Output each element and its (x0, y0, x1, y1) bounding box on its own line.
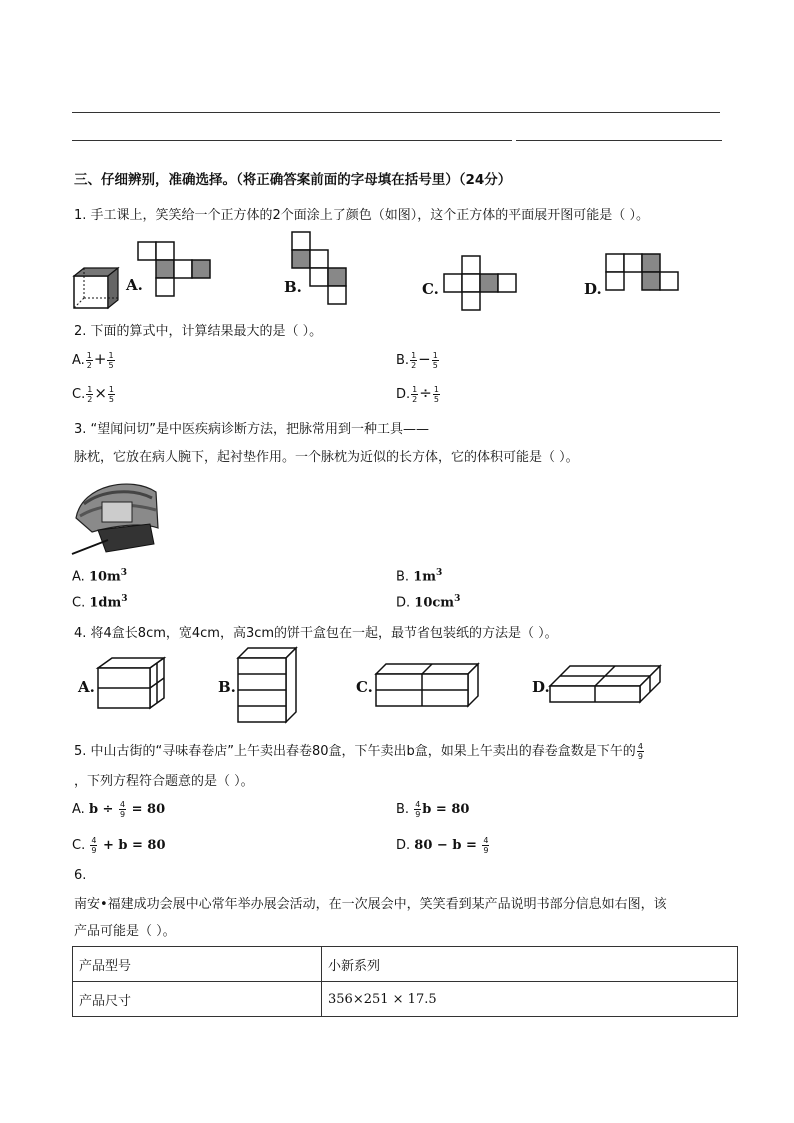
q1-option-c-label: C. (422, 280, 439, 298)
table-row (73, 947, 738, 982)
answer-line (516, 140, 722, 141)
question-2: 2. 下面的算式中，计算结果最大的是（ ）。 (74, 324, 323, 339)
q2-option-a[interactable]: A. $\frac{1}{2}$ + $\frac{1}{5}$ (72, 350, 114, 370)
q3-option-b[interactable]: B. $1m^3$ (396, 568, 443, 585)
q4-box-a[interactable] (98, 658, 170, 714)
spec-label-model: 产品型号 (73, 947, 322, 982)
question-3-line-1: 3. “望闻问切”是中医疾病诊断方法，把脉常用到一种工具—— (74, 422, 430, 437)
q1-option-b-label: B. (284, 278, 302, 296)
q1-net-d[interactable] (606, 254, 686, 299)
q4-option-c-label: C. (356, 678, 373, 696)
q1-option-a-label: A. (126, 276, 143, 294)
q2-option-c[interactable]: C. $\frac{1}{2}$ × $\frac{1}{5}$ (72, 384, 114, 404)
section-title: 三、仔细辨别，准确选择。（将正确答案前面的字母填在括号里）（24分） (74, 172, 512, 188)
cube-figure (74, 266, 124, 310)
q2-option-d[interactable]: D. $\frac{1}{2}$ ÷ $\frac{1}{5}$ (396, 384, 439, 404)
q5-option-b[interactable]: B. $\frac{4}{9}$ b = 80 (396, 800, 470, 819)
q3-option-c[interactable]: C. $1dm^3$ (72, 594, 128, 611)
q1-net-a[interactable] (138, 242, 218, 312)
q1-option-d-label: D. (584, 280, 602, 298)
q5-option-a[interactable]: A. b ÷ $\frac{4}{9}$ = 80 (72, 800, 166, 819)
product-spec-table (72, 946, 738, 1017)
q1-net-c[interactable] (444, 256, 524, 316)
spec-value-size: 356×251 × 17.5 (322, 982, 738, 1017)
q4-box-d[interactable] (550, 666, 664, 708)
q4-box-c[interactable] (376, 664, 482, 712)
pulse-pillow-image (72, 474, 162, 558)
question-5-line-1: 5. 中山古街的“寻味春卷店”上午卖出春卷80盒，下午卖出b盒，如果上午卖出的春卷盒数是下午的 $\frac{4}{9}$ (74, 742, 643, 761)
q4-option-d-label: D. (532, 678, 550, 696)
q1-net-b[interactable] (292, 232, 362, 312)
spec-value-model: 小新系列 (322, 947, 738, 982)
question-1: 1. 手工课上，笑笑给一个正方体的2个面涂上了颜色（如图），这个正方体的平面展开图可能是（ ）。 (74, 208, 649, 223)
q4-option-a-label: A. (78, 678, 95, 696)
spec-label-size: 产品尺寸 (73, 982, 322, 1017)
q4-box-b[interactable] (238, 648, 300, 726)
q3-option-a[interactable]: A. $10m^3$ (72, 568, 128, 585)
q3-option-d[interactable]: D. $10cm^3$ (396, 594, 461, 611)
q5-option-d[interactable]: D. 80 − b = $\frac{4}{9}$ (396, 836, 489, 855)
q5-option-c[interactable]: C. $\frac{4}{9}$ + b = 80 (72, 836, 166, 855)
q4-option-b-label: B. (218, 678, 236, 696)
question-4: 4. 将4盒长8cm，宽4cm，高3cm的饼干盒包在一起，最节省包装纸的方法是（ ）。 (74, 626, 558, 641)
answer-line (72, 140, 512, 141)
question-6-number: 6. (74, 868, 87, 883)
question-3-line-2: 脉枕，它放在病人腕下，起衬垫作用。一个脉枕为近似的长方体，它的体积可能是（ ）。 (74, 450, 579, 465)
question-5-line-2: ，下列方程符合题意的是（ ）。 (74, 774, 254, 789)
question-6-line-1: 南安•福建成功会展中心常年举办展会活动，在一次展会中，笑笑看到某产品说明书部分信息如右图，该 (74, 897, 667, 912)
answer-line (72, 112, 720, 113)
question-6-line-2: 产品可能是（ ）。 (74, 924, 176, 939)
table-row (73, 982, 738, 1017)
q2-option-b[interactable]: B. $\frac{1}{2}$ − $\frac{1}{5}$ (396, 350, 438, 370)
